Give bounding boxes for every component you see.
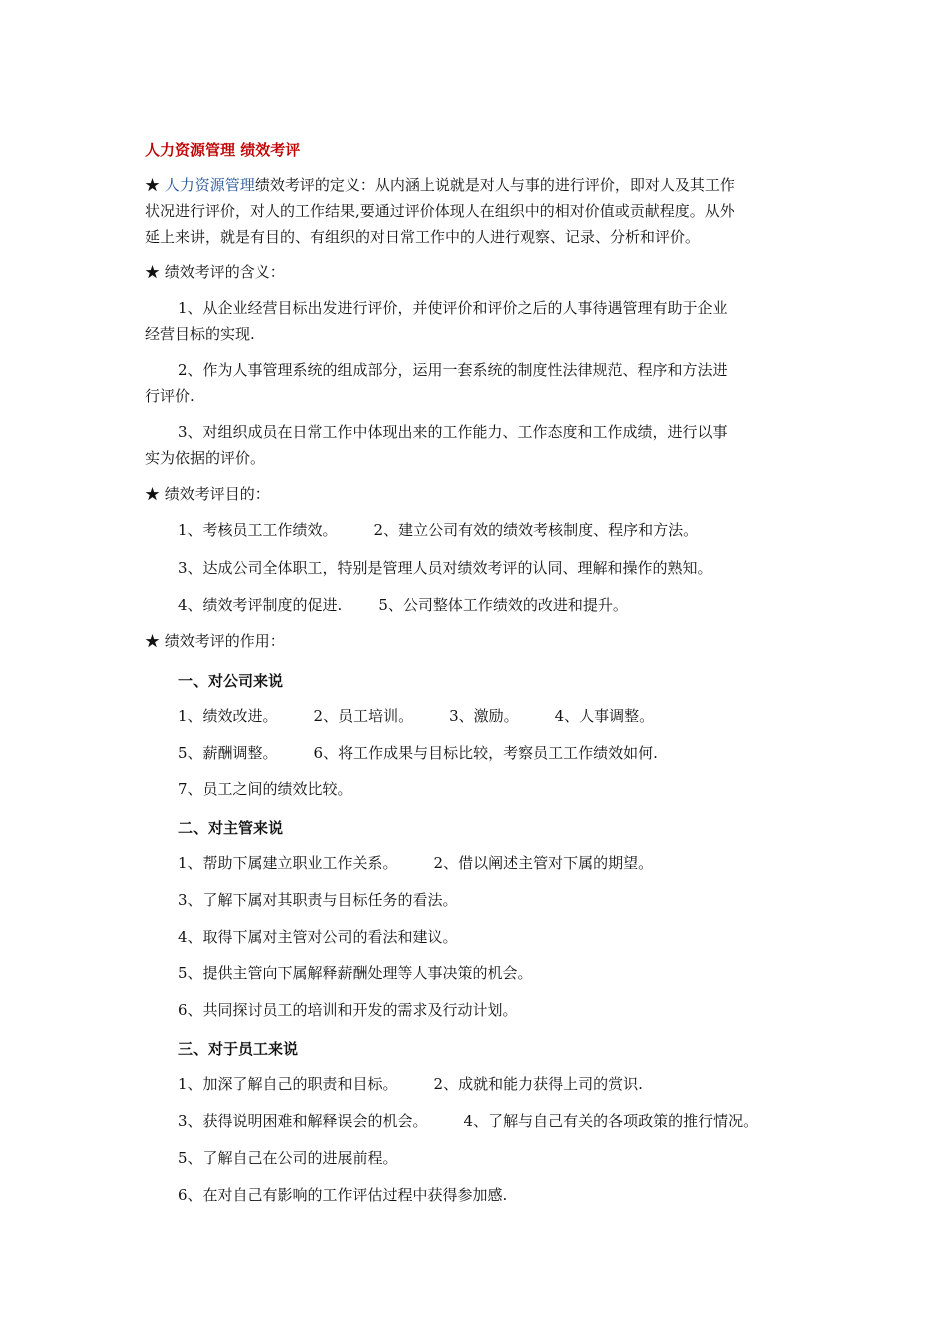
company-item: 1、绩效改进。 — [178, 707, 278, 725]
manager-row-1 — [178, 850, 653, 876]
purpose-row-2: 3、达成公司全体职工，特别是管理人员对绩效考评的认同、理解和操作的熟知。 — [178, 559, 713, 577]
employee-item: 3、获得说明困难和解释误会的机会。 — [178, 1112, 428, 1130]
manager-item: 2、借以阐述主管对下属的期望。 — [433, 854, 654, 872]
meaning-item-1-line-2: 经营目标的实现. — [145, 325, 255, 343]
company-row-1 — [178, 703, 654, 729]
manager-row-3: 4、取得下属对主管对公司的看法和建议。 — [178, 928, 458, 946]
employee-row-3: 5、了解自己在公司的进展前程。 — [178, 1149, 398, 1167]
employee-row-4: 6、在对自己有影响的工作评估过程中获得参加感. — [178, 1186, 508, 1204]
definition-line-3: 延上来讲，就是有目的、有组织的对日常工作中的人进行观察、记录、分析和评价。 — [145, 228, 701, 246]
role-heading: ★ 绩效考评的作用： — [145, 632, 285, 650]
company-item: 6、将工作成果与目标比较，考察员工工作绩效如何. — [313, 744, 658, 762]
manager-item: 1、帮助下属建立职业工作关系。 — [178, 854, 398, 872]
company-heading: 一、对公司来说 — [178, 672, 284, 690]
hr-management-link[interactable]: 人力资源管理 — [164, 176, 255, 194]
manager-heading: 二、对主管来说 — [178, 819, 284, 837]
document-title: 人力资源管理 绩效考评 — [145, 141, 301, 159]
purpose-item: 4、绩效考评制度的促进. — [178, 596, 343, 614]
meaning-heading: ★ 绩效考评的含义： — [145, 263, 285, 281]
employee-heading: 三、对于员工来说 — [178, 1040, 299, 1058]
definition-paragraph — [145, 172, 810, 250]
meaning-item-1 — [145, 295, 810, 347]
employee-item: 2、成就和能力获得上司的赏识. — [433, 1075, 643, 1093]
purpose-row-1 — [178, 517, 698, 543]
meaning-item-3 — [145, 419, 810, 471]
employee-item: 4、了解与自己有关的各项政策的推行情况。 — [463, 1112, 759, 1130]
meaning-item-2 — [145, 357, 810, 409]
company-row-2 — [178, 740, 658, 766]
meaning-item-1-line-1: 1、从企业经营目标出发进行评价，并使评价和评价之后的人事待遇管理有助于企业 — [178, 299, 728, 317]
meaning-item-2-line-2: 行评价. — [145, 387, 195, 405]
manager-row-2: 3、了解下属对其职责与目标任务的看法。 — [178, 891, 458, 909]
meaning-item-2-line-1: 2、作为人事管理系统的组成部分，运用一套系统的制度性法律规范、程序和方法进 — [178, 361, 728, 379]
purpose-item: 1、考核员工工作绩效。 — [178, 521, 338, 539]
purpose-item: 5、公司整体工作绩效的改进和提升。 — [378, 596, 628, 614]
star-bullet: ★ — [145, 176, 161, 194]
company-item: 2、员工培训。 — [313, 707, 414, 725]
meaning-item-3-line-2: 实为依据的评价。 — [145, 449, 266, 467]
definition-text-1: 绩效考评的定义：从内涵上说就是对人与事的进行评价，即对人及其工作 — [254, 176, 735, 194]
purpose-heading: ★ 绩效考评目的： — [145, 485, 270, 503]
company-item: 3、激励。 — [449, 707, 519, 725]
purpose-item: 2、建立公司有效的绩效考核制度、程序和方法。 — [373, 521, 699, 539]
purpose-row-3 — [178, 592, 628, 618]
meaning-item-3-line-1: 3、对组织成员在日常工作中体现出来的工作能力、工作态度和工作成绩，进行以事 — [178, 423, 728, 441]
company-item: 4、人事调整。 — [554, 707, 655, 725]
manager-row-5: 6、共同探讨员工的培训和开发的需求及行动计划。 — [178, 1001, 518, 1019]
employee-item: 1、加深了解自己的职责和目标。 — [178, 1075, 398, 1093]
company-item: 5、薪酬调整。 — [178, 744, 278, 762]
definition-line-2: 状况进行评价，对人的工作结果,要通过评价体现人在组织中的相对价值或贡献程度。从外 — [145, 202, 735, 220]
employee-row-1 — [178, 1071, 643, 1097]
manager-row-4: 5、提供主管向下属解释薪酬处理等人事决策的机会。 — [178, 964, 533, 982]
company-row-3: 7、员工之间的绩效比较。 — [178, 780, 353, 798]
definition-line-1 — [145, 172, 810, 198]
employee-row-2 — [178, 1108, 758, 1134]
